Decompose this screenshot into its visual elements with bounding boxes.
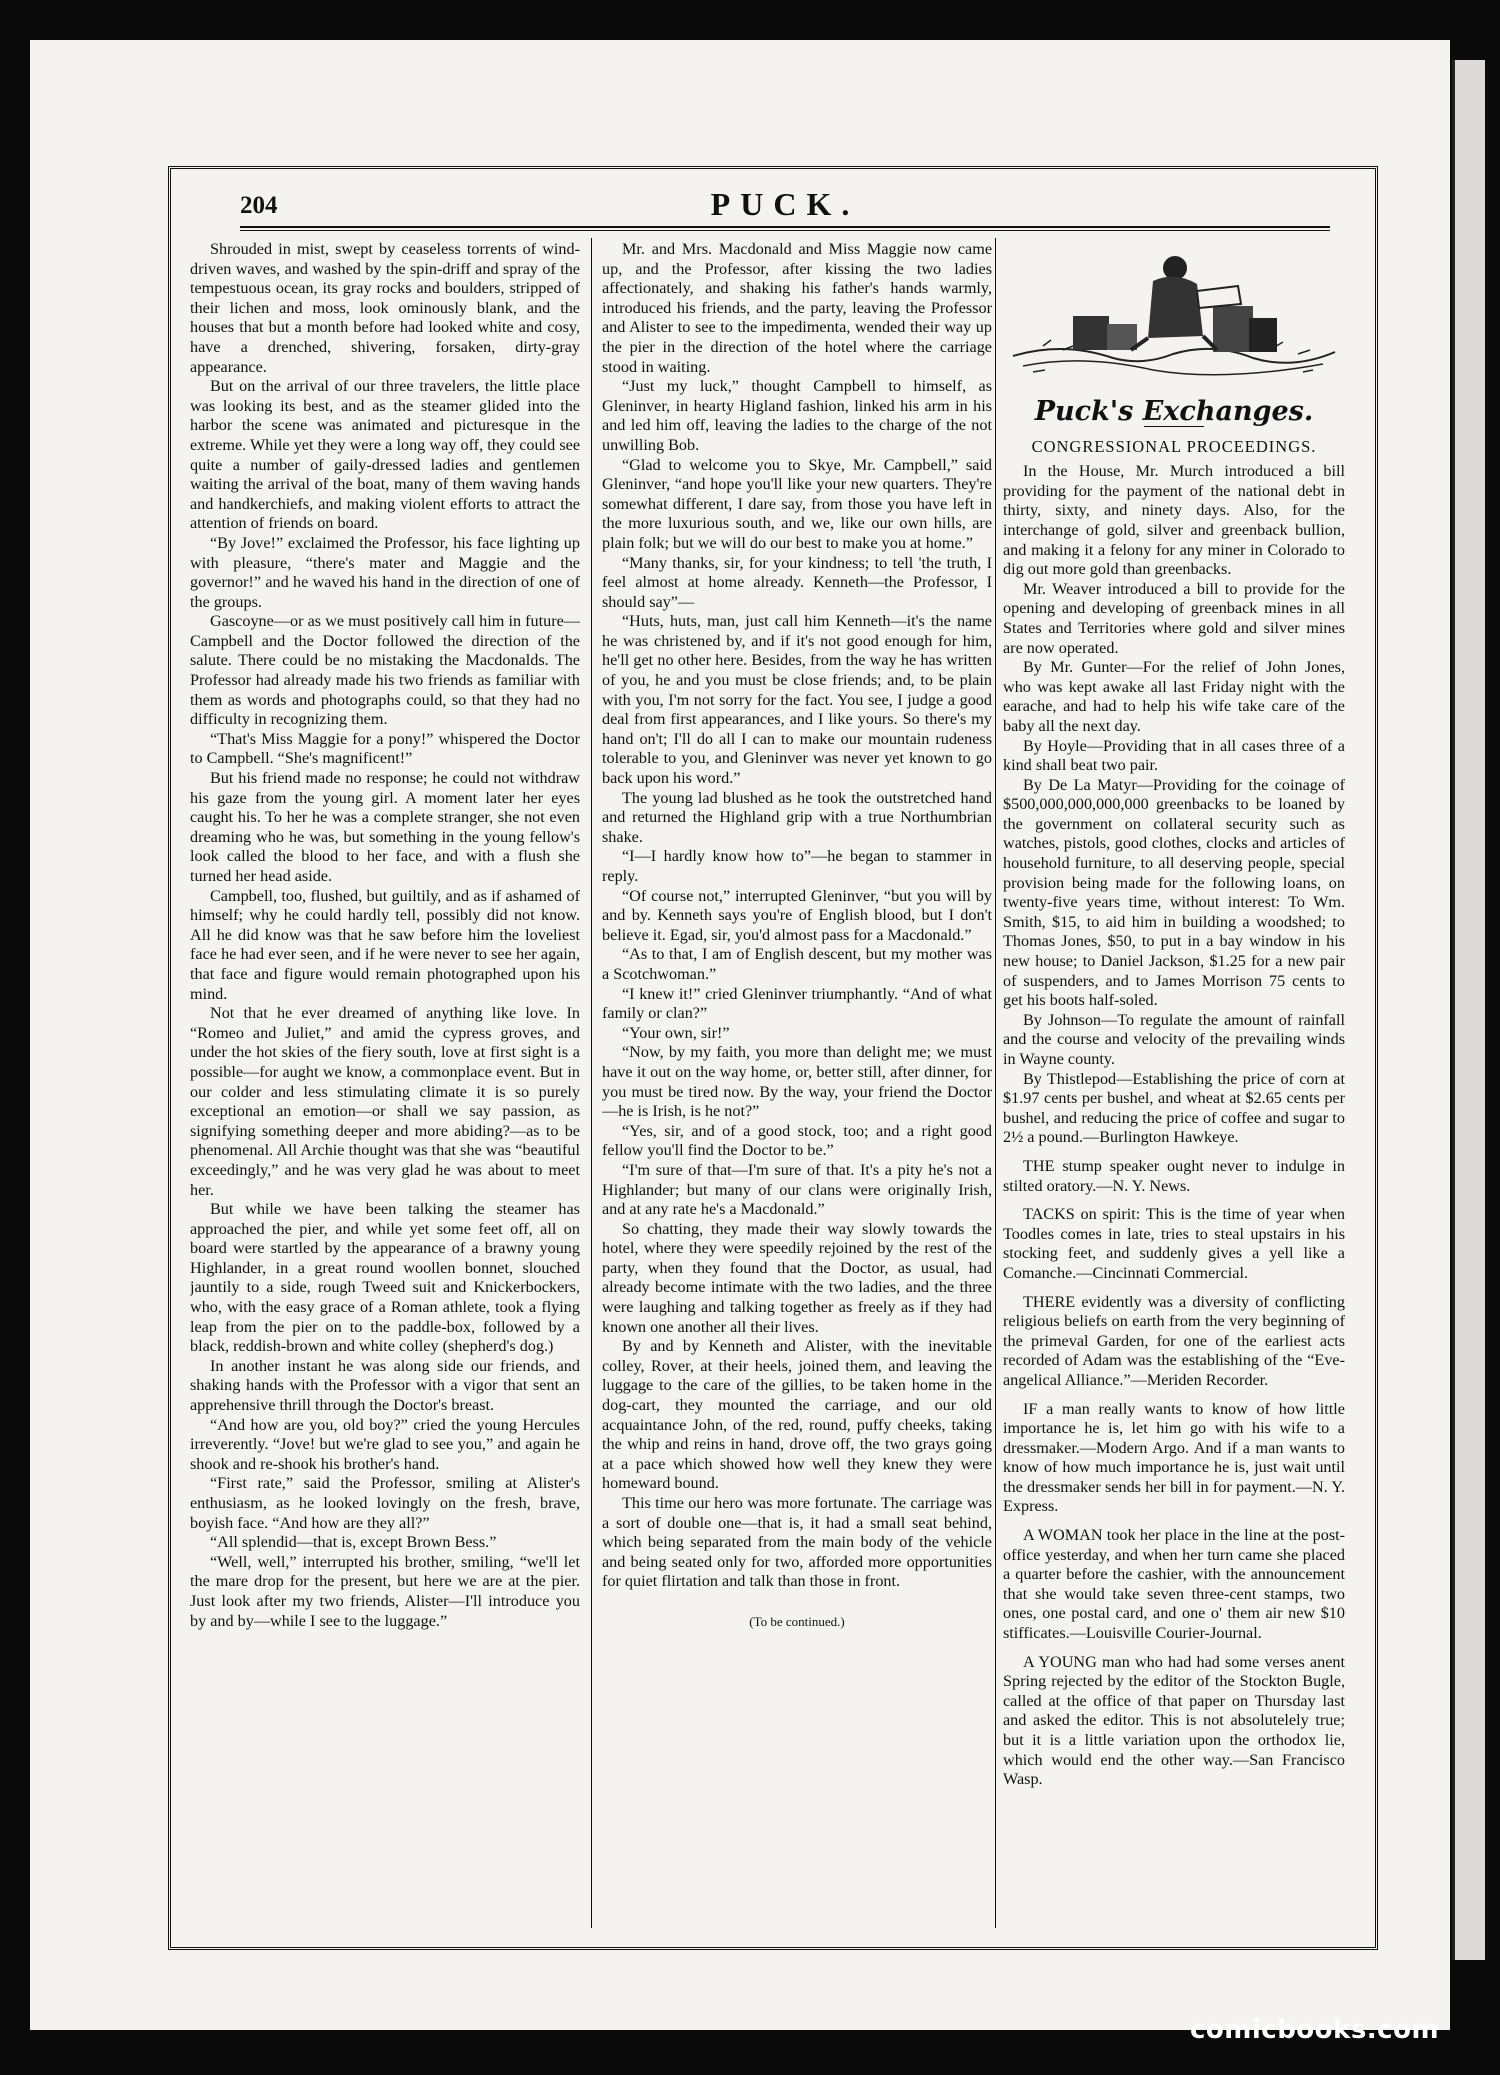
paragraph: “Yes, sir, and of a good stock, too; and a right good fellow you'll find the Doctor to be.” xyxy=(602,1121,992,1160)
paragraph: “Just my luck,” thought Campbell to himself, as Gleninver, in hearty Higland fashion, linked his arm in his and led him off, leaving the ladies to the charge of the not unwilling Bob. xyxy=(602,377,992,454)
watermark: comicbooks.com xyxy=(1190,2015,1440,2045)
paragraph: “And how are you, old boy?” cried the young Hercules irreverently. “Jove! but we're glad to see you,” and again he shook and re-shook his brother's hand. xyxy=(190,1415,580,1473)
paragraph: By Johnson—To regulate the amount of rainfall and the course and velocity of the prevailing winds in Wayne county. xyxy=(1003,1010,1345,1068)
masthead-title: PUCK. xyxy=(710,186,860,222)
paragraph: But while we have been talking the steamer has approached the pier, and while yet some feet off, all on board were startled by the appearance of a brawny young Highlander, in a great round woollen bonnet, slouched jauntily to a side, rough Tweed suit and Knickerbockers, who, with the easy grace of a Roman athlete, took a flying leap from the pier on to the paddle-box, followed by a black, reddish-brown and white colley (shepherd's dog.) xyxy=(190,1200,580,1356)
paragraph: “First rate,” said the Professor, smiling at Alister's enthusiasm, as he looked lovingly on the fresh, brave, boyish face. “And how are they all?” xyxy=(190,1474,580,1532)
exchange-item: IF a man really wants to know of how little importance he is, let him go with his wife to a dressmaker.—Modern Argo. And if a man wants to know of how much importance he is, just wait until the dressmaker sends her bill in for payment.—N. Y. Express. xyxy=(1003,1399,1345,1516)
paragraph: By Thistlepod—Establishing the price of corn at $1.97 cents per bushel, and wheat at $2.65 cents per bushel, and reducing the price of coffee and sugar to 2½ a pound.—Burlington Hawkeye. xyxy=(1003,1069,1345,1147)
paragraph: “I—I hardly know how to”—he began to stammer in reply. xyxy=(602,847,992,885)
paragraph: “By Jove!” exclaimed the Professor, his face lighting up with pleasure, “there's mater and Maggie and the governor!” and he waved his hand in the direction of one of the groups. xyxy=(190,533,580,611)
paragraph: “That's Miss Maggie for a pony!” whispered the Doctor to Campbell. “She's magnificent!” xyxy=(190,729,580,768)
paragraph: But his friend made no response; he could not withdraw his gaze from the young girl. A moment later her eyes caught his. To her he was a complete stranger, she not even dreaming who he was, but something in the young fellow's look called the blood to her face, and with a flush she turned her head aside. xyxy=(190,769,580,885)
header-rule xyxy=(240,226,1330,231)
paragraph: “I'm sure of that—I'm sure of that. It's a pity he's not a Highlander; but many of our clans were originally Irish, and at any rate he's a Macdonald.” xyxy=(602,1160,992,1219)
paragraph: “I knew it!” cried Gleninver triumphantly. “And of what family or clan?” xyxy=(602,984,992,1023)
page-header xyxy=(240,186,1330,228)
exchange-item: THE stump speaker ought never to indulge in stilted oratory.—N. Y. News. xyxy=(1003,1156,1345,1195)
paragraph: “Well, well,” interrupted his brother, smiling, “we'll let the mare drop for the present, but here we are at the pier. Just look after my two friends, Alister—I'll introduce you by and by—while I see to the luggage.” xyxy=(190,1552,580,1630)
paragraph: But on the arrival of our three travelers, the little place was looking its best, and as the steamer glided into the harbor the scene was animated and picturesque in the extreme. While yet they were a long way off, they could see quite a number of gaily-dressed ladies and gentlemen waiting the arrival of the boat, many of them waving hands and handkerchiefs, and making violent efforts to attract the attention of friends on board. xyxy=(190,377,580,533)
paragraph: “Of course not,” interrupted Gleninver, “but you will by and by. Kenneth says you're of English blood, but I don't believe it. Egad, sir, you'd almost pass for a Macdonald.” xyxy=(602,886,992,944)
paragraph: Gascoyne—or as we must positively call him in future—Campbell and the Doctor followed the direction of the salute. There could be no mistaking the Macdonalds. The Professor had already made his two friends as familiar with them as words and photographs could, so that they had no difficulty in recognizing them. xyxy=(190,612,580,729)
paragraph: Campbell, too, flushed, but guiltily, and as if ashamed of himself; why he could hardly tell, possibly did not know. All he did know was that he saw before him the loveliest face he had ever seen, and if he were never to see her again, that face and figure would remain photographed upon his mind. xyxy=(190,886,580,1003)
exchange-item: THERE evidently was a diversity of conflicting religious beliefs on earth from the very beginning of the primeval Garden, for one of the earliest acts recorded of Adam was the establishing of the “Eve-angelical Alliance.”—Meriden Recorder. xyxy=(1003,1292,1345,1389)
section-heading: CONGRESSIONAL PROCEEDINGS. xyxy=(1031,436,1317,456)
column-divider xyxy=(995,238,996,1928)
paragraph: “Your own, sir!” xyxy=(622,1023,730,1042)
exchange-item: A YOUNG man who had had some verses anent Spring rejected by the editor of the Stockton Bugle, called at the office of that paper on Thursday last and asked the editor. This is not absolutelely true; but it is a little variation upon the orthodox lie, which would end the other way.—San Francisco Wasp. xyxy=(1003,1652,1345,1789)
paragraph: The young lad blushed as he took the outstretched hand and returned the Highland grip with a true Northumbrian shake. xyxy=(602,788,992,846)
paragraph: “Now, by my faith, you more than delight me; we must have it out on the way home, or, better still, after dinner, for you must be tired now. By the way, your friend the Doctor—he is Irish, is he not?” xyxy=(602,1043,992,1121)
column-divider xyxy=(591,238,592,1928)
paragraph: By Mr. Gunter—For the relief of John Jones, who was kept awake all last Friday night with the earache, and had to help his wife take care of the baby all the next day. xyxy=(1003,658,1345,735)
column-3 xyxy=(1003,240,1345,1920)
paragraph: Mr. and Mrs. Macdonald and Miss Maggie now came up, and the Professor, after kissing the two ladies affectionately, and shaking his father's hands warmly, introduced his friends, and the party, leaving the Professor and Alister to see to the impedimenta, wended their way up the pier in the direction of the hotel where the carriage stood in waiting. xyxy=(602,240,992,376)
paragraph: Not that he ever dreamed of anything like love. In “Romeo and Juliet,” and amid the cypress groves, and under the hot skies of the fiery south, love at first sight is a possible—for aught we know, a commonplace event. But in our colder and less stimulating climate it is so purely exceptional an emotion—or shall we say passion, as signifying something deeper and more abiding?—as to be phenomenal. All Archie thought was that she was “beautiful exceedingly,” and he was very glad he was about to meet her. xyxy=(190,1004,580,1199)
paragraph: “Many thanks, sir, for your kindness; to tell 'the truth, I feel almost at home already. Kenneth—the Professor, I should say”— xyxy=(602,553,992,611)
to-be-continued: (To be continued.) xyxy=(749,1613,845,1629)
paragraph: “Glad to welcome you to Skye, Mr. Campbell,” said Gleninver, “and hope you'll like your new quarters. They're somewhat different, I dare say, from those you have left in the more luxurious south, and we, like our own hills, are plain folk; but we will do our best to make you at home.” xyxy=(602,455,992,552)
paragraph: In the House, Mr. Murch introduced a bill providing for the payment of the national debt in thirty, sixty, and ninety days. Also, for the interchange of gold, silver and greenback bullion, and making it a felony for any miner in Colorado to dig out more gold than greenbacks. xyxy=(1003,462,1345,579)
column-1 xyxy=(190,240,580,1920)
paragraph: Shrouded in mist, swept by ceaseless torrents of wind-driven waves, and washed by the spin-driff and spray of the tempestuous ocean, its gray rocks and boulders, stripped of their lichen and moss, look ominously blank, and the houses that but a month before had looked white and cosy, have a drenched, shivering, forsaken, dirty-gray appearance. xyxy=(190,240,580,376)
exchanges-vignette-illustration xyxy=(1003,246,1345,396)
paragraph: By and by Kenneth and Alister, with the inevitable colley, Rover, at their heels, joined them, and leaving the luggage to the care of the gillies, to be taken home in the dog-cart, they mounted the carriage, and our old acquaintance John, of the red, round, puffy cheeks, taking the whip and reins in hand, drove off, the two grays going at a pace which showed how well they knew they were homeward bound. xyxy=(602,1337,992,1493)
paragraph: “Huts, huts, man, just call him Kenneth—it's the name he was christened by, and if it's not good enough for him, he'll get no other here. Besides, from the way he has written of you, he and you must be close friends; and, to be plain with you, I'm not sorry for the fact. You see, I judge a good deal from first appearances, and I like yours. So there's my hand on't; I'll do all I can to make our mountain rudeness tolerable to you, and Gleninver was never yet known to go back upon his word.” xyxy=(602,612,992,788)
exchanges-title: Puck's Exchanges. xyxy=(1034,396,1314,427)
paragraph: “All splendid—that is, except Brown Bess.” xyxy=(210,1533,497,1552)
paragraph: So chatting, they made their way slowly towards the hotel, where they were speedily rejoined by the rest of the party, when they found that the Doctor, as usual, had already become intimate with the two ladies, and the three were laughing and talking together as freely as if they had known one another all their lives. xyxy=(602,1219,992,1336)
page-number: 204 xyxy=(240,192,278,219)
exchange-item: A WOMAN took her place in the line at the post-office yesterday, and when her turn came she placed a quarter before the cashier, with the announcement that she would take seven three-cent stamps, two ones, one postal card, and one o' them air new $10 stifficates.—Louisville Courier-Journal. xyxy=(1003,1526,1345,1643)
column-2 xyxy=(602,240,992,1920)
paragraph: Mr. Weaver introduced a bill to provide for the opening and developing of greenback mines in all States and Territories where gold and silver mines are now operated. xyxy=(1003,579,1345,657)
paragraph: By De La Matyr—Providing for the coinage of $500,000,000,000,000 greenbacks to be loaned by the government on collateral security such as watches, pistols, good clothes, clocks and articles of household furniture, to all deserving people, special provision being made for the following loans, on twenty-five years time, without interest: To Wm. Smith, $15, to aid him in building a woodshed; to Thomas Jones, $50, to put in a bay window in his new house; to Daniel Jackson, $1.25 for a new pair of suspenders, and to James Morrison 75 cents to get his boots half-soled. xyxy=(1003,775,1345,1010)
paragraph: “As to that, I am of English descent, but my mother was a Scotchwoman.” xyxy=(602,945,992,983)
paragraph: In another instant he was along side our friends, and shaking hands with the Professor with a vigor that sent an apprehensive thrill through the Doctor's breast. xyxy=(190,1356,580,1415)
paragraph: This time our hero was more fortunate. The carriage was a sort of double one—that is, it had a small seat behind, which being separated from the main body of the vehicle and being seated only for two, afforded more opportunities for quiet flirtation and talk than those in front. xyxy=(602,1494,992,1591)
exchange-item: TACKS on spirit: This is the time of year when Toodles comes in late, tries to steal upstairs in his stocking feet, and suddenly gives a yell like a Comanche.—Cincinnati Commercial. xyxy=(1003,1205,1345,1282)
next-page-edge xyxy=(1452,60,1485,1960)
paragraph: By Hoyle—Providing that in all cases three of a kind shall beat two pair. xyxy=(1003,736,1345,775)
